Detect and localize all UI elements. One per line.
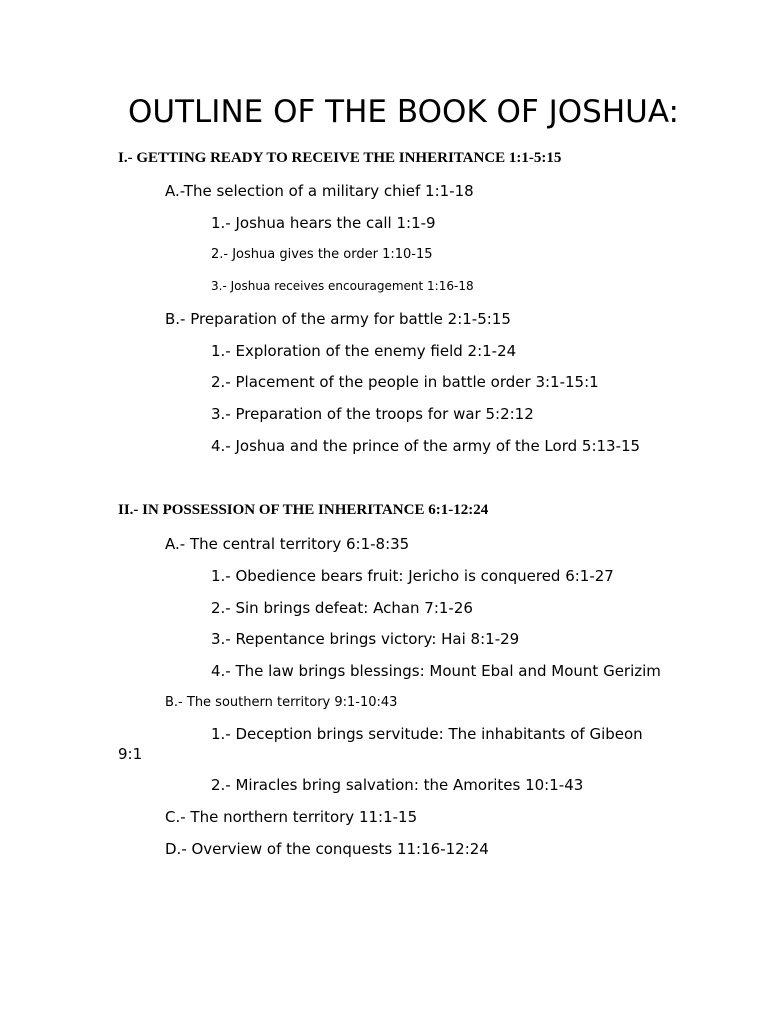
section-2-a-item-4: 4.- The law brings blessings: Mount Ebal and Mount Gerizim	[211, 662, 661, 680]
section-1-b-item-3: 3.- Preparation of the troops for war 5:2:12	[211, 405, 534, 423]
section-1-heading: I.- GETTING READY TO RECEIVE THE INHERITANCE 1:1-5:15	[118, 150, 562, 166]
section-1-b-label: B.- Preparation of the army for battle 2:1-5:15	[165, 310, 511, 328]
section-1-b-item-4: 4.- Joshua and the prince of the army of the Lord 5:13-15	[211, 437, 641, 455]
section-2-b-label: B.- The southern territory 9:1-10:43	[165, 695, 398, 710]
section-2-b-item-1: 1.- Deception brings servitude: The inhabitants of Gibeon	[211, 725, 643, 743]
section-1-a-item-1: 1.- Joshua hears the call 1:1-9	[211, 214, 436, 232]
section-2-b-item-2: 2.- Miracles bring salvation: the Amorites 10:1-43	[211, 776, 584, 794]
section-2-a-item-3: 3.- Repentance brings victory: Hai 8:1-29	[211, 630, 520, 648]
section-2-a-item-2: 2.- Sin brings defeat: Achan 7:1-26	[211, 599, 473, 617]
section-1-a-label: A.-The selection of a military chief 1:1-18	[165, 182, 474, 200]
section-1-b-item-2: 2.- Placement of the people in battle order 3:1-15:1	[211, 373, 599, 391]
section-1-a-item-3: 3.- Joshua receives encouragement 1:16-18	[211, 279, 474, 293]
section-2-heading: II.- IN POSSESSION OF THE INHERITANCE 6:1-12:24	[118, 502, 489, 518]
section-1-b-item-1: 1.- Exploration of the enemy field 2:1-24	[211, 342, 517, 360]
section-1-a-item-2: 2.- Joshua gives the order 1:10-15	[211, 247, 433, 262]
section-2-a-label: A.- The central territory 6:1-8:35	[165, 535, 410, 553]
section-2-b-item-1-continuation: 9:1	[118, 745, 143, 763]
section-2-a-item-1: 1.- Obedience bears fruit: Jericho is conquered 6:1-27	[211, 567, 614, 585]
document-title: OUTLINE OF THE BOOK OF JOSHUA:	[128, 94, 679, 130]
section-2-c-label: C.- The northern territory 11:1-15	[165, 808, 418, 826]
section-2-d-label: D.- Overview of the conquests 11:16-12:24	[165, 840, 489, 858]
